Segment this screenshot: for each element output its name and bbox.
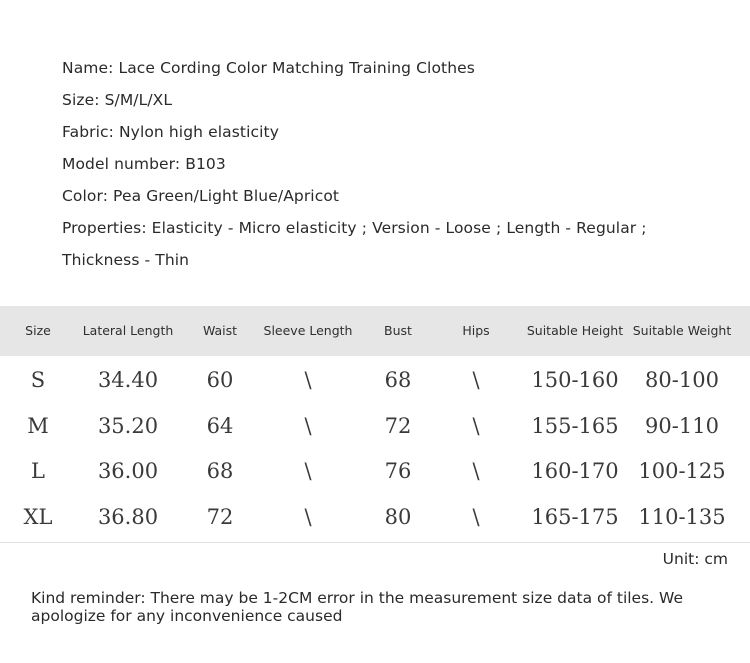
header-hips: Hips xyxy=(462,323,490,338)
spec-color: Color: Pea Green/Light Blue/Apricot xyxy=(62,187,340,205)
table-row xyxy=(0,358,750,404)
cell-size: L xyxy=(31,459,45,483)
cell-waist: 68 xyxy=(206,459,234,483)
cell-hips: \ xyxy=(472,368,480,392)
cell-suitable-height: 165-175 xyxy=(531,504,619,529)
cell-waist: 60 xyxy=(206,368,234,392)
cell-lateral-length: 36.80 xyxy=(97,504,159,529)
spec-model-number: Model number: B103 xyxy=(62,155,226,173)
header-suitable-height: Suitable Height xyxy=(526,323,624,338)
cell-bust: 80 xyxy=(384,504,412,529)
unit-label: Unit: cm xyxy=(662,550,728,568)
cell-waist: 72 xyxy=(206,504,234,529)
cell-sleeve-length: \ xyxy=(304,459,312,483)
spec-thickness: Thickness - Thin xyxy=(62,251,190,269)
table-divider xyxy=(0,542,750,543)
header-sleeve-length: Sleeve Length xyxy=(263,323,353,338)
header-size: Size xyxy=(25,323,51,338)
cell-size: M xyxy=(27,413,49,438)
cell-hips: \ xyxy=(472,413,480,438)
cell-size: XL xyxy=(23,504,53,529)
size-table-header xyxy=(0,306,750,356)
cell-suitable-height: 160-170 xyxy=(531,459,619,483)
table-row xyxy=(0,404,750,450)
spec-name: Name: Lace Cording Color Matching Training Clothes xyxy=(62,59,475,77)
cell-size: S xyxy=(30,368,46,392)
cell-lateral-length: 36.00 xyxy=(97,459,159,483)
cell-hips: \ xyxy=(472,459,480,483)
cell-sleeve-length: \ xyxy=(304,413,312,438)
cell-suitable-weight: 110-135 xyxy=(638,504,726,529)
cell-bust: 68 xyxy=(384,368,412,392)
table-row xyxy=(0,495,750,541)
spec-size: Size: S/M/L/XL xyxy=(62,91,173,109)
cell-suitable-weight: 100-125 xyxy=(638,459,726,483)
spec-properties: Properties: Elasticity - Micro elasticity ; Version - Loose ; Length - Regular ; xyxy=(62,219,647,237)
header-waist: Waist xyxy=(202,323,238,338)
header-lateral-length: Lateral Length xyxy=(82,323,174,338)
cell-lateral-length: 34.40 xyxy=(97,368,159,392)
table-row xyxy=(0,449,750,495)
spec-fabric: Fabric: Nylon high elasticity xyxy=(62,123,279,141)
cell-suitable-weight: 90-110 xyxy=(645,413,719,438)
header-suitable-weight: Suitable Weight xyxy=(632,323,732,338)
kind-reminder: Kind reminder: There may be 1-2CM error in the measurement size data of tiles. We apologize for any inconvenience caused xyxy=(31,589,683,625)
cell-lateral-length: 35.20 xyxy=(97,413,159,438)
cell-hips: \ xyxy=(472,504,480,529)
cell-sleeve-length: \ xyxy=(304,504,312,529)
cell-bust: 76 xyxy=(384,459,412,483)
header-bust: Bust xyxy=(384,323,412,338)
size-table-body xyxy=(0,358,750,540)
cell-suitable-height: 150-160 xyxy=(531,368,619,392)
cell-bust: 72 xyxy=(384,413,412,438)
product-specs xyxy=(62,52,722,276)
cell-suitable-height: 155-165 xyxy=(531,413,619,438)
cell-sleeve-length: \ xyxy=(304,368,312,392)
cell-suitable-weight: 80-100 xyxy=(645,368,719,392)
cell-waist: 64 xyxy=(206,413,234,438)
